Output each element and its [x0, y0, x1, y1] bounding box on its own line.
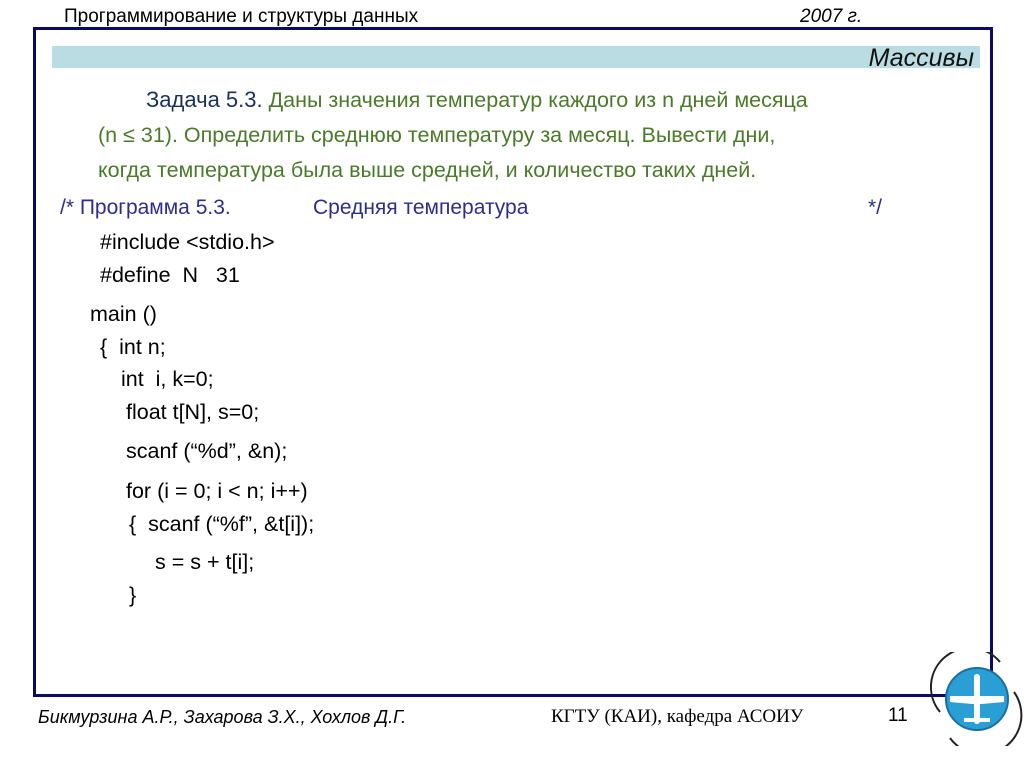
code-comment-close: */ — [868, 196, 883, 219]
task-number: Задача 5.3. — [146, 87, 263, 112]
code-line: scanf (“%d”, &n); — [126, 439, 288, 463]
task-statement — [98, 82, 966, 188]
task-text-1: Даны значения температур каждого из n дней месяца — [262, 88, 808, 112]
code-line: s = s + t[i]; — [155, 550, 255, 574]
task-line-3: когда температура была выше средней, и количество таких дней. — [98, 158, 757, 182]
course-title: Программирование и структуры данных — [64, 6, 419, 27]
code-line: main () — [90, 302, 157, 326]
page-number: 11 — [888, 705, 908, 726]
code-line: { scanf (“%f”, &t[i]); — [129, 512, 315, 536]
code-line: #include <stdio.h> — [100, 230, 275, 254]
code-line: for (i = 0; i < n; i++) — [126, 479, 308, 503]
code-comment-open: /* Программа 5.3. — [60, 196, 231, 219]
code-line: #define N 31 — [100, 263, 240, 287]
code-line: int i, k=0; — [121, 367, 214, 391]
year-label: 2007 г. — [800, 6, 863, 27]
section-title: Массивы — [868, 44, 974, 72]
code-comment-title: Средняя температура — [313, 196, 529, 219]
code-line: float t[N], s=0; — [126, 400, 260, 424]
footer-authors: Бикмурзина А.Р., Захарова З.Х., Хохлов Д.Г. — [38, 707, 407, 727]
airplane-icon — [930, 652, 1024, 746]
section-title-bar — [52, 46, 980, 68]
code-line: { int n; — [100, 335, 166, 359]
task-line-1 — [98, 82, 966, 118]
task-line-2: (n ≤ 31). Определить среднюю температуру за месяц. Вывести дни, — [98, 123, 776, 147]
footer-organization: КГТУ (КАИ), кафедра АСОИУ — [551, 706, 804, 727]
code-line: } — [129, 583, 137, 607]
